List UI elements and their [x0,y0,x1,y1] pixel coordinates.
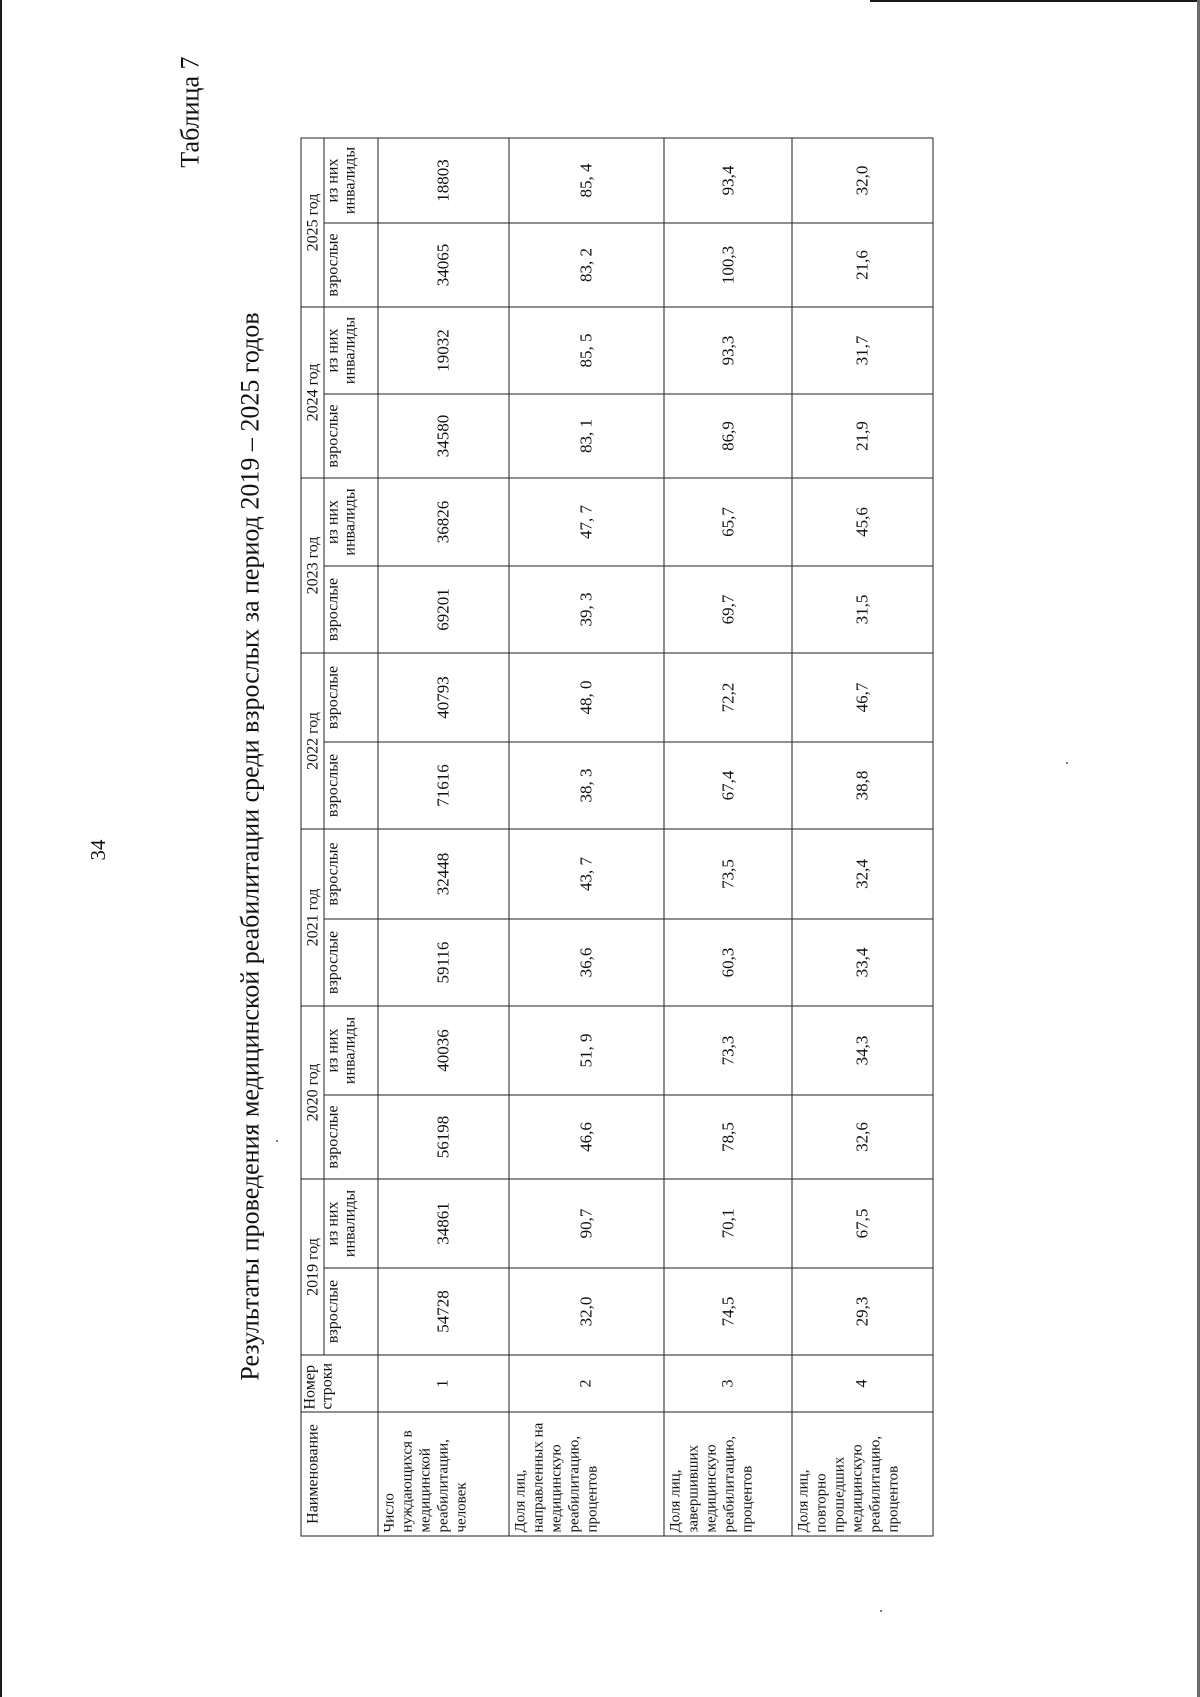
table-cell: 67,5 [792,1179,933,1268]
table-cell: 83, 2 [509,223,664,307]
table-title: Результаты проведения медицинской реабилитации среди взрослых за период 2019 – 2025 годов [235,312,265,1381]
table-cell: 32,4 [792,829,933,919]
table-cell: 19032 [378,307,509,394]
subheader: взрослые [324,566,378,653]
table-cell: 59116 [378,919,509,1006]
table-cell: 70,1 [664,1179,792,1268]
table-cell: 85, 5 [509,307,664,394]
table-row [378,138,509,1536]
table-cell: 31,7 [792,307,933,394]
table-cell: 36826 [378,478,509,566]
header-year: 2019 год [301,1179,324,1355]
header-name: Наименование [301,1412,378,1536]
table-cell: 32,6 [792,1095,933,1179]
header-year: 2020 год [301,1006,324,1179]
subheader: взрослые [324,394,378,478]
table-cell: 78,5 [664,1095,792,1179]
table-cell: 54728 [378,1268,509,1355]
table-label: Таблица 7 [175,56,205,168]
table-cell: 71616 [378,742,509,829]
table-cell: 38,8 [792,742,933,829]
table-cell: 40793 [378,653,509,742]
subheader: взрослые [324,223,378,307]
table-cell: 45,6 [792,478,933,566]
row-name: Число нуждающихся в медицинской реабилитации, человек [378,1412,509,1536]
table-cell: 32,0 [509,1268,664,1355]
results-table [301,138,934,1537]
table-cell: 73,5 [664,829,792,919]
table-row [664,138,792,1536]
header-year: 2025 год [301,138,324,307]
table-cell: 29,3 [792,1268,933,1355]
subheader: из них инвалиды [324,138,378,223]
table-row [792,138,933,1536]
table-cell: 40036 [378,1006,509,1095]
table-cell: 100,3 [664,223,792,307]
table-cell: 74,5 [664,1268,792,1355]
table-cell: 32,0 [792,138,933,223]
row-name: Доля лиц, направленных на медицинскую реабилитацию, процентов [509,1412,664,1536]
table-cell: 69,7 [664,566,792,653]
header-year: 2021 год [301,829,324,1006]
row-number: 3 [664,1355,792,1412]
table-cell: 73,3 [664,1006,792,1095]
table-cell: 21,6 [792,223,933,307]
subheader: из них инвалиды [324,1006,378,1095]
subheader: взрослые [324,653,378,742]
table-cell: 93,3 [664,307,792,394]
header-year: 2023 год [301,478,324,653]
table-cell: 72,2 [664,653,792,742]
subheader: из них инвалиды [324,478,378,566]
table-cell: 34861 [378,1179,509,1268]
row-number: 1 [378,1355,509,1412]
table-cell: 93,4 [664,138,792,223]
table-cell: 90,7 [509,1179,664,1268]
table-cell: 43, 7 [509,829,664,919]
table-cell: 31,5 [792,566,933,653]
table-cell: 34580 [378,394,509,478]
subheader: из них инвалиды [324,1179,378,1268]
subheader: взрослые [324,1268,378,1355]
table-cell: 18803 [378,138,509,223]
row-number: 2 [509,1355,664,1412]
table-cell: 83, 1 [509,394,664,478]
rotated-content [1,0,1200,1697]
table-cell: 47, 7 [509,478,664,566]
table-cell: 86,9 [664,394,792,478]
page-number: 34 [86,839,110,861]
table-cell: 32448 [378,829,509,919]
row-name: Доля лиц, повторно прошедших медицинскую реабилитацию, процентов [792,1412,933,1536]
header-row-number: Номер строки [301,1355,378,1412]
table-cell: 38, 3 [509,742,664,829]
table-cell: 34065 [378,223,509,307]
table-cell: 60,3 [664,919,792,1006]
header-year: 2022 год [301,653,324,829]
table-cell: 69201 [378,566,509,653]
table-cell: 39, 3 [509,566,664,653]
subheader: взрослые [324,829,378,919]
subheader: взрослые [324,919,378,1006]
row-number: 4 [792,1355,933,1412]
table-row [509,138,664,1536]
header-year: 2024 год [301,307,324,478]
table-cell: 85, 4 [509,138,664,223]
subheader: взрослые [324,1095,378,1179]
table-cell: 56198 [378,1095,509,1179]
table-cell: 33,4 [792,919,933,1006]
table-cell: 67,4 [664,742,792,829]
table-cell: 46,7 [792,653,933,742]
table-cell: 51, 9 [509,1006,664,1095]
table-cell: 46,6 [509,1095,664,1179]
table-cell: 34,3 [792,1006,933,1095]
subheader: из них инвалиды [324,307,378,394]
row-name: Доля лиц, завершивших медицинскую реабилитацию, процентов [664,1412,792,1536]
table-cell: 65,7 [664,478,792,566]
table-cell: 36,6 [509,919,664,1006]
table-cell: 48, 0 [509,653,664,742]
table-cell: 21,9 [792,394,933,478]
subheader: взрослые [324,742,378,829]
